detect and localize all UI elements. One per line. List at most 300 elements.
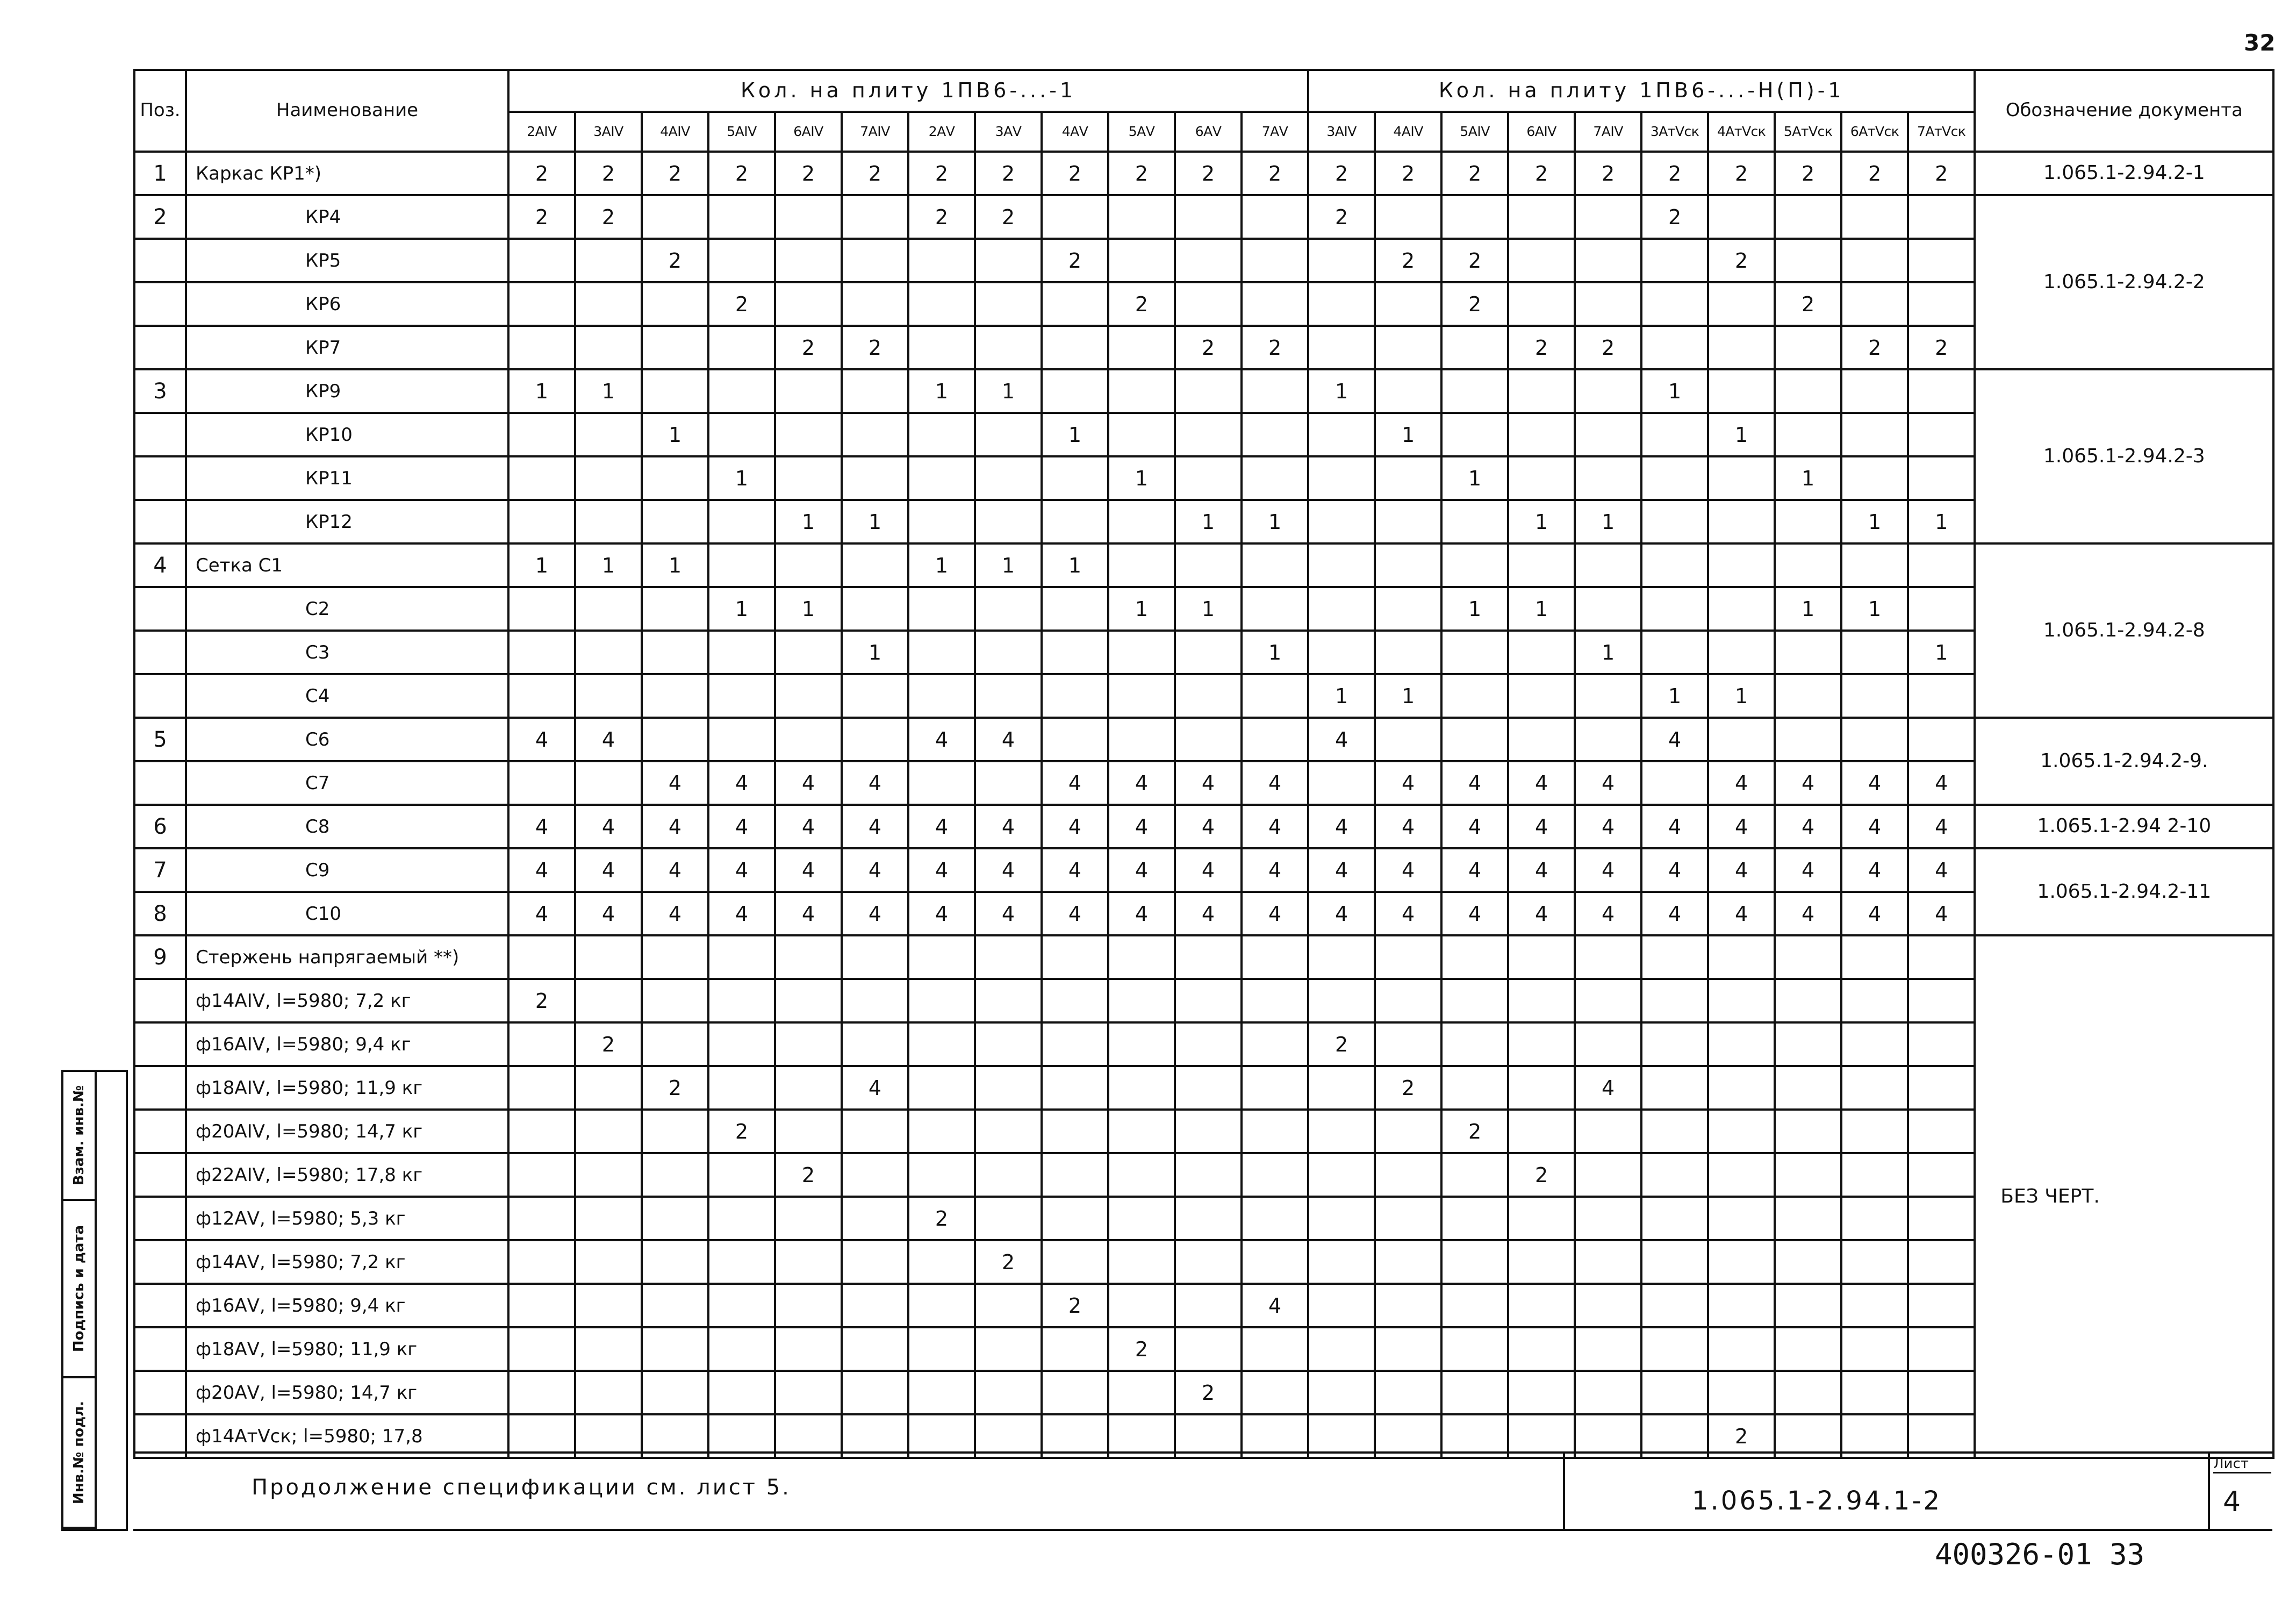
quantity-cell xyxy=(1242,1197,1308,1240)
column-header: 6АIV xyxy=(775,112,842,152)
quantity-cell: 4 xyxy=(1175,761,1242,805)
quantity-cell xyxy=(508,1240,575,1284)
pos-cell xyxy=(134,1371,186,1414)
name-cell: С2 xyxy=(186,587,508,631)
quantity-cell xyxy=(1375,1284,1441,1327)
name-cell: С4 xyxy=(186,674,508,718)
quantity-cell: 1 xyxy=(1908,500,1975,543)
quantity-cell: 4 xyxy=(1708,805,1775,848)
quantity-cell xyxy=(1708,1066,1775,1110)
table-row xyxy=(134,935,2273,979)
quantity-cell: 4 xyxy=(1575,761,1641,805)
quantity-cell xyxy=(1308,1153,1375,1197)
quantity-cell xyxy=(1641,326,1708,369)
quantity-cell: 2 xyxy=(1441,282,1508,326)
quantity-cell xyxy=(1775,239,1841,282)
quantity-cell xyxy=(1641,1066,1708,1110)
quantity-cell xyxy=(1508,1022,1575,1066)
table-row xyxy=(134,1284,2273,1327)
quantity-cell xyxy=(1908,1240,1975,1284)
pos-cell: 2 xyxy=(134,195,186,239)
quantity-cell: 1 xyxy=(1775,456,1841,500)
quantity-cell: 1 xyxy=(1641,369,1708,413)
quantity-cell xyxy=(1708,1022,1775,1066)
pos-cell xyxy=(134,239,186,282)
quantity-cell xyxy=(775,935,842,979)
quantity-cell xyxy=(1708,369,1775,413)
quantity-cell xyxy=(1375,500,1441,543)
quantity-cell xyxy=(1375,456,1441,500)
quantity-cell: 4 xyxy=(1308,848,1375,892)
quantity-cell xyxy=(642,326,708,369)
quantity-cell: 4 xyxy=(708,805,775,848)
quantity-cell: 2 xyxy=(1575,152,1641,195)
quantity-cell xyxy=(908,1153,975,1197)
quantity-cell xyxy=(1042,282,1108,326)
quantity-cell xyxy=(1441,1240,1508,1284)
quantity-cell xyxy=(1175,282,1242,326)
quantity-cell xyxy=(1108,326,1175,369)
quantity-cell: 4 xyxy=(1575,892,1641,935)
column-header: 2АIV xyxy=(508,112,575,152)
quantity-cell: 2 xyxy=(908,152,975,195)
quantity-cell xyxy=(1841,413,1908,456)
quantity-cell xyxy=(708,543,775,587)
quantity-cell: 4 xyxy=(908,848,975,892)
quantity-cell xyxy=(1641,1197,1708,1240)
quantity-cell: 4 xyxy=(1375,761,1441,805)
quantity-cell xyxy=(842,1284,908,1327)
quantity-cell: 1 xyxy=(1708,413,1775,456)
table-row xyxy=(134,543,2273,587)
quantity-cell xyxy=(1108,1371,1175,1414)
quantity-cell xyxy=(575,1327,642,1371)
quantity-cell xyxy=(1242,718,1308,761)
quantity-cell xyxy=(575,1110,642,1153)
pos-cell xyxy=(134,1066,186,1110)
quantity-cell: 2 xyxy=(1841,326,1908,369)
quantity-cell: 1 xyxy=(1042,543,1108,587)
quantity-cell xyxy=(1308,1066,1375,1110)
table-row xyxy=(134,718,2273,761)
quantity-cell xyxy=(1441,326,1508,369)
quantity-cell xyxy=(1641,1284,1708,1327)
pos-cell xyxy=(134,413,186,456)
quantity-cell: 4 xyxy=(908,892,975,935)
quantity-cell: 2 xyxy=(1641,152,1708,195)
quantity-cell: 1 xyxy=(1242,631,1308,674)
quantity-cell xyxy=(975,979,1042,1022)
quantity-cell xyxy=(1575,195,1641,239)
quantity-cell xyxy=(575,761,642,805)
quantity-cell xyxy=(508,239,575,282)
quantity-cell xyxy=(842,1153,908,1197)
quantity-cell: 1 xyxy=(775,587,842,631)
quantity-cell xyxy=(775,543,842,587)
quantity-cell xyxy=(1908,935,1975,979)
quantity-cell xyxy=(1108,413,1175,456)
quantity-cell xyxy=(842,413,908,456)
quantity-cell xyxy=(775,369,842,413)
quantity-cell xyxy=(1508,718,1575,761)
quantity-cell xyxy=(842,674,908,718)
pos-cell xyxy=(134,456,186,500)
quantity-cell: 2 xyxy=(775,1153,842,1197)
quantity-cell xyxy=(1375,1240,1441,1284)
quantity-cell xyxy=(508,631,575,674)
quantity-cell xyxy=(1841,456,1908,500)
column-header: 4АтVск xyxy=(1708,112,1775,152)
stamp-inv-label: Инв.№ подл. xyxy=(71,1400,87,1505)
quantity-cell: 2 xyxy=(508,195,575,239)
quantity-cell: 2 xyxy=(642,1066,708,1110)
pos-cell xyxy=(134,326,186,369)
quantity-cell xyxy=(642,500,708,543)
name-header: Наименование xyxy=(186,70,508,152)
quantity-cell: 4 xyxy=(1841,892,1908,935)
quantity-cell xyxy=(1908,1327,1975,1371)
quantity-cell xyxy=(908,282,975,326)
quantity-cell xyxy=(1308,1327,1375,1371)
quantity-cell xyxy=(1908,456,1975,500)
quantity-cell xyxy=(1175,195,1242,239)
quantity-cell xyxy=(1175,1066,1242,1110)
quantity-cell xyxy=(1575,718,1641,761)
quantity-cell xyxy=(1775,674,1841,718)
quantity-cell xyxy=(842,1110,908,1153)
quantity-cell xyxy=(975,1327,1042,1371)
quantity-cell xyxy=(1441,1284,1508,1327)
quantity-cell: 2 xyxy=(1508,326,1575,369)
quantity-cell: 2 xyxy=(575,1022,642,1066)
quantity-cell xyxy=(1042,326,1108,369)
table-row xyxy=(134,239,2273,282)
quantity-cell xyxy=(775,718,842,761)
sheet-number: 4 xyxy=(2223,1486,2241,1518)
column-header: 3АтVск xyxy=(1641,112,1708,152)
quantity-cell xyxy=(1575,1153,1641,1197)
quantity-cell xyxy=(1175,543,1242,587)
quantity-cell: 2 xyxy=(1708,1414,1775,1458)
quantity-cell: 1 xyxy=(1441,456,1508,500)
document-designation-cell: БЕЗ ЧЕРТ. xyxy=(1975,935,2273,1458)
quantity-cell xyxy=(575,282,642,326)
quantity-cell: 2 xyxy=(1708,152,1775,195)
quantity-cell: 4 xyxy=(575,805,642,848)
document-designation-cell: 1.065.1-2.94.2-8 xyxy=(1975,543,2273,718)
quantity-cell xyxy=(1308,543,1375,587)
quantity-cell xyxy=(842,1197,908,1240)
quantity-cell: 4 xyxy=(1242,848,1308,892)
quantity-cell xyxy=(1175,239,1242,282)
quantity-cell xyxy=(708,1240,775,1284)
quantity-cell: 1 xyxy=(1775,587,1841,631)
quantity-cell xyxy=(1375,1197,1441,1240)
quantity-cell: 1 xyxy=(508,543,575,587)
quantity-cell: 2 xyxy=(1242,152,1308,195)
quantity-cell: 2 xyxy=(975,1240,1042,1284)
quantity-cell xyxy=(1641,1371,1708,1414)
quantity-cell xyxy=(642,718,708,761)
quantity-cell xyxy=(1175,674,1242,718)
header-row-groups xyxy=(134,70,2273,112)
quantity-cell xyxy=(1042,1153,1108,1197)
quantity-cell: 4 xyxy=(708,761,775,805)
quantity-cell xyxy=(1242,1110,1308,1153)
pos-cell: 8 xyxy=(134,892,186,935)
quantity-cell: 4 xyxy=(1908,892,1975,935)
quantity-cell: 2 xyxy=(1308,152,1375,195)
table-row xyxy=(134,1153,2273,1197)
quantity-cell xyxy=(908,761,975,805)
quantity-cell: 4 xyxy=(1775,761,1841,805)
quantity-cell xyxy=(1242,543,1308,587)
quantity-cell xyxy=(1508,674,1575,718)
quantity-cell: 1 xyxy=(642,543,708,587)
quantity-cell xyxy=(1108,979,1175,1022)
quantity-cell xyxy=(1375,718,1441,761)
quantity-cell xyxy=(642,195,708,239)
quantity-cell xyxy=(642,282,708,326)
column-header: 3АIV xyxy=(575,112,642,152)
table-row xyxy=(134,500,2273,543)
quantity-cell xyxy=(975,1110,1042,1153)
quantity-cell xyxy=(1308,456,1375,500)
quantity-cell xyxy=(908,1066,975,1110)
quantity-cell xyxy=(708,979,775,1022)
quantity-cell xyxy=(1175,718,1242,761)
quantity-cell xyxy=(1175,1284,1242,1327)
quantity-cell: 4 xyxy=(642,892,708,935)
quantity-cell xyxy=(1708,1197,1775,1240)
quantity-cell xyxy=(1775,1197,1841,1240)
quantity-cell: 1 xyxy=(575,369,642,413)
quantity-cell: 4 xyxy=(1841,848,1908,892)
quantity-cell: 2 xyxy=(1441,1110,1508,1153)
quantity-cell xyxy=(575,1371,642,1414)
sheet-box xyxy=(2208,1454,2275,1529)
quantity-cell xyxy=(1175,631,1242,674)
quantity-cell xyxy=(1441,935,1508,979)
quantity-cell xyxy=(1575,1327,1641,1371)
pos-cell xyxy=(134,761,186,805)
quantity-cell xyxy=(1908,239,1975,282)
table-row xyxy=(134,587,2273,631)
quantity-cell: 4 xyxy=(1641,848,1708,892)
quantity-cell: 2 xyxy=(575,152,642,195)
quantity-cell: 2 xyxy=(1042,239,1108,282)
quantity-cell xyxy=(1641,1153,1708,1197)
column-header: 3АIV xyxy=(1308,112,1375,152)
quantity-cell: 1 xyxy=(1375,413,1441,456)
quantity-cell xyxy=(642,979,708,1022)
quantity-cell xyxy=(1308,935,1375,979)
quantity-cell xyxy=(1242,1153,1308,1197)
table-row xyxy=(134,456,2273,500)
quantity-cell xyxy=(1841,1066,1908,1110)
quantity-cell: 4 xyxy=(908,805,975,848)
quantity-cell: 4 xyxy=(1908,805,1975,848)
quantity-cell xyxy=(775,631,842,674)
quantity-cell xyxy=(708,1284,775,1327)
name-cell: КР12 xyxy=(186,500,508,543)
quantity-cell xyxy=(1641,1022,1708,1066)
quantity-cell: 1 xyxy=(908,369,975,413)
quantity-cell xyxy=(1242,1066,1308,1110)
quantity-cell: 4 xyxy=(1708,848,1775,892)
column-header: 6АV xyxy=(1175,112,1242,152)
quantity-cell: 4 xyxy=(508,718,575,761)
name-cell: С7 xyxy=(186,761,508,805)
quantity-cell xyxy=(1242,674,1308,718)
table-row xyxy=(134,805,2273,848)
quantity-cell xyxy=(842,239,908,282)
quantity-cell xyxy=(1175,1110,1242,1153)
name-cell: ф18АIV, l=5980; 11,9 кг xyxy=(186,1066,508,1110)
column-header: 5АтVск xyxy=(1775,112,1841,152)
quantity-cell xyxy=(1441,1371,1508,1414)
quantity-cell: 1 xyxy=(908,543,975,587)
pos-cell: 5 xyxy=(134,718,186,761)
quantity-cell xyxy=(775,195,842,239)
quantity-cell xyxy=(1108,239,1175,282)
quantity-cell: 2 xyxy=(1175,1371,1242,1414)
quantity-cell xyxy=(1441,369,1508,413)
quantity-cell xyxy=(975,413,1042,456)
quantity-cell xyxy=(575,456,642,500)
quantity-cell: 1 xyxy=(1308,674,1375,718)
quantity-cell xyxy=(708,935,775,979)
quantity-cell: 2 xyxy=(1375,152,1441,195)
column-header: 2АV xyxy=(908,112,975,152)
quantity-cell: 2 xyxy=(1441,239,1508,282)
quantity-cell: 2 xyxy=(842,326,908,369)
name-cell: ф16АV, l=5980; 9,4 кг xyxy=(186,1284,508,1327)
quantity-cell: 4 xyxy=(1775,848,1841,892)
quantity-cell xyxy=(508,456,575,500)
quantity-cell xyxy=(1775,500,1841,543)
quantity-cell: 2 xyxy=(1108,152,1175,195)
column-header: 5АV xyxy=(1108,112,1175,152)
quantity-cell: 4 xyxy=(1042,892,1108,935)
quantity-cell xyxy=(1708,326,1775,369)
quantity-cell xyxy=(1375,935,1441,979)
quantity-cell: 4 xyxy=(1841,761,1908,805)
quantity-cell xyxy=(1908,369,1975,413)
quantity-cell xyxy=(1508,1284,1575,1327)
quantity-cell: 4 xyxy=(1042,848,1108,892)
quantity-cell xyxy=(1841,543,1908,587)
quantity-cell: 1 xyxy=(842,631,908,674)
quantity-cell xyxy=(1708,1153,1775,1197)
quantity-cell xyxy=(1508,1240,1575,1284)
quantity-cell xyxy=(1641,239,1708,282)
quantity-cell xyxy=(1908,1110,1975,1153)
stamp-divider xyxy=(95,1072,97,1529)
quantity-cell xyxy=(1308,979,1375,1022)
quantity-cell xyxy=(1775,1153,1841,1197)
quantity-cell xyxy=(1175,456,1242,500)
quantity-cell xyxy=(1708,282,1775,326)
quantity-cell xyxy=(1508,1327,1575,1371)
stamp-replace-label: Взам. инв.№ xyxy=(71,1085,87,1186)
quantity-cell: 4 xyxy=(1508,892,1575,935)
document-designation-cell: 1.065.1-2.94.2-9. xyxy=(1975,718,2273,805)
quantity-cell xyxy=(1508,369,1575,413)
quantity-cell: 2 xyxy=(775,152,842,195)
name-cell: ф14АтVск; l=5980; 17,8 xyxy=(186,1414,508,1458)
quantity-cell xyxy=(708,1153,775,1197)
quantity-cell xyxy=(1708,935,1775,979)
quantity-cell xyxy=(642,456,708,500)
quantity-cell xyxy=(1508,282,1575,326)
quantity-cell: 1 xyxy=(1908,631,1975,674)
quantity-cell: 2 xyxy=(1508,1153,1575,1197)
quantity-cell xyxy=(642,1327,708,1371)
quantity-cell: 4 xyxy=(1775,892,1841,935)
quantity-cell xyxy=(1575,1110,1641,1153)
quantity-cell xyxy=(1775,413,1841,456)
quantity-cell xyxy=(642,674,708,718)
quantity-cell: 4 xyxy=(1375,848,1441,892)
pos-cell xyxy=(134,1327,186,1371)
quantity-cell xyxy=(975,631,1042,674)
quantity-cell: 1 xyxy=(1841,500,1908,543)
pos-cell xyxy=(134,674,186,718)
quantity-cell xyxy=(1508,1371,1575,1414)
quantity-cell xyxy=(908,979,975,1022)
quantity-cell: 1 xyxy=(508,369,575,413)
quantity-cell xyxy=(1908,1371,1975,1414)
document-designation-cell: 1.065.1-2.94.2-3 xyxy=(1975,369,2273,543)
quantity-cell xyxy=(775,1110,842,1153)
quantity-cell xyxy=(1441,1327,1508,1371)
quantity-cell: 4 xyxy=(975,805,1042,848)
quantity-cell xyxy=(1775,369,1841,413)
quantity-cell xyxy=(1908,1197,1975,1240)
quantity-cell xyxy=(1308,631,1375,674)
quantity-cell xyxy=(1708,500,1775,543)
quantity-cell xyxy=(1841,1022,1908,1066)
stamp-replace-cell xyxy=(63,1072,95,1201)
name-cell: КР4 xyxy=(186,195,508,239)
quantity-cell: 4 xyxy=(775,848,842,892)
quantity-cell xyxy=(1775,1110,1841,1153)
quantity-cell xyxy=(908,1022,975,1066)
quantity-cell: 4 xyxy=(975,892,1042,935)
quantity-cell xyxy=(1441,543,1508,587)
quantity-cell: 1 xyxy=(1841,587,1908,631)
quantity-cell xyxy=(1308,282,1375,326)
quantity-cell xyxy=(1575,979,1641,1022)
stamp-inv-cell xyxy=(63,1378,95,1529)
quantity-cell xyxy=(575,326,642,369)
quantity-cell xyxy=(1575,1022,1641,1066)
column-header: 3АV xyxy=(975,112,1042,152)
quantity-cell xyxy=(1708,1110,1775,1153)
quantity-cell xyxy=(1242,195,1308,239)
quantity-cell xyxy=(908,326,975,369)
quantity-cell xyxy=(1308,1240,1375,1284)
quantity-cell xyxy=(1175,369,1242,413)
quantity-cell xyxy=(975,239,1042,282)
quantity-cell xyxy=(975,1197,1042,1240)
pos-cell xyxy=(134,1240,186,1284)
quantity-cell xyxy=(1841,195,1908,239)
quantity-cell xyxy=(1575,587,1641,631)
quantity-cell xyxy=(842,979,908,1022)
quantity-cell: 2 xyxy=(842,152,908,195)
